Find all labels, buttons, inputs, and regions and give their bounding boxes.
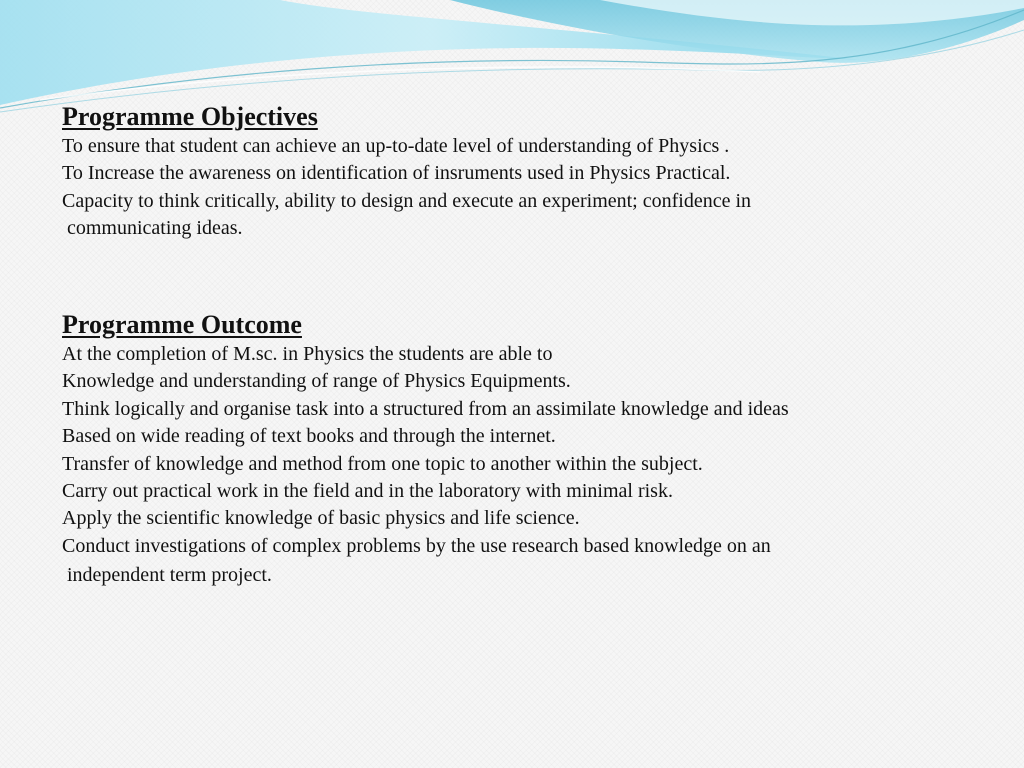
outcome-line: independent term project. — [67, 564, 272, 587]
objective-line: communicating ideas. — [67, 217, 243, 240]
outcome-heading: Programme Outcome — [62, 310, 302, 339]
outcome-line: Transfer of knowledge and method from one topic to another within the subject. — [62, 452, 703, 475]
outcome-list — [62, 341, 789, 590]
outcome-line: At the completion of M.sc. in Physics the students are able to — [62, 343, 553, 365]
objectives-heading: Programme Objectives — [62, 102, 318, 131]
outcome-line: Conduct investigations of complex problems by the use research based knowledge on an — [62, 534, 771, 557]
outcome-line: Based on wide reading of text books and through the internet. — [62, 425, 556, 448]
objective-line: Capacity to think critically, ability to design and execute an experiment; confidence in — [62, 189, 752, 212]
objectives-list — [62, 133, 751, 243]
outcome-line: Carry out practical work in the field and in the laboratory with minimal risk. — [62, 480, 673, 503]
objective-line: To Increase the awareness on identification of insruments used in Physics Practical. — [62, 162, 731, 185]
objective-line: To ensure that student can achieve an up-to-date level of understanding of Physics . — [62, 135, 730, 157]
outcome-line: Apply the scientific knowledge of basic physics and life science. — [62, 507, 580, 530]
outcome-line: Think logically and organise task into a structured from an assimilate knowledge and ideas — [62, 397, 789, 420]
outcome-line: Knowledge and understanding of range of Physics Equipments. — [62, 370, 571, 393]
